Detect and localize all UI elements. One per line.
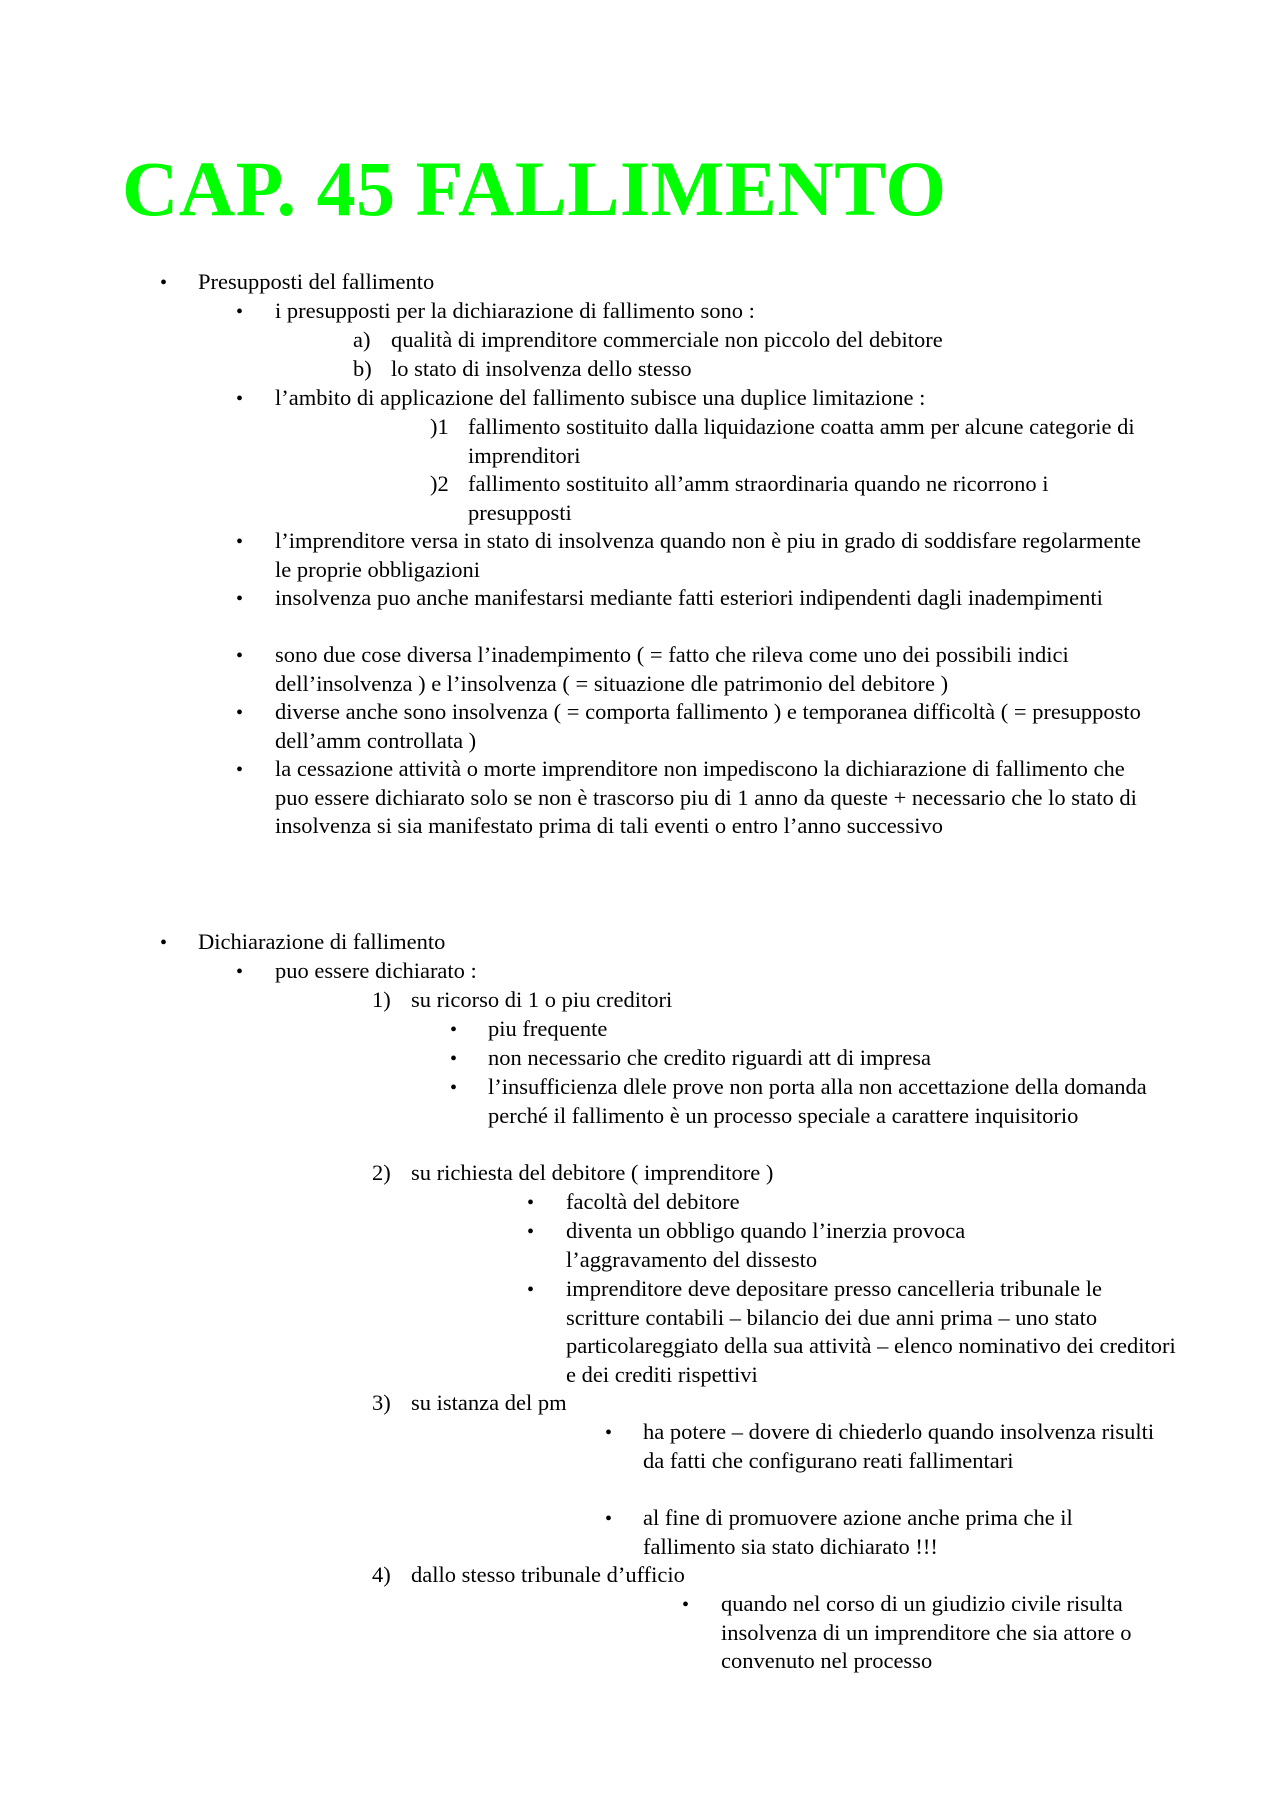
list-item: fallimento sostituito all’amm straordinaria quando ne ricorrono i presupposti	[468, 471, 1049, 525]
bullet-icon: •	[450, 1019, 458, 1041]
bullet-icon: •	[527, 1221, 535, 1243]
list-item: su istanza del pm	[411, 1390, 567, 1415]
list-item: insolvenza puo anche manifestarsi mediante fatti esteriori indipendenti dagli inadempimenti	[275, 585, 1103, 610]
list-item: l’ambito di applicazione del fallimento subisce una duplice limitazione :	[275, 385, 926, 410]
list-item: diverse anche sono insolvenza ( = comporta fallimento ) e temporanea difficoltà ( = presupposto dell’amm controllata )	[275, 699, 1141, 753]
list-item: ha potere – dovere di chiederlo quando insolvenza risulti da fatti che configurano reati fallimentari	[643, 1419, 1155, 1473]
list-item: quando nel corso di un giudizio civile risulta insolvenza di un imprenditore che sia attore o convenuto nel processo	[721, 1591, 1132, 1673]
list-item: non necessario che credito riguardi att di impresa	[488, 1045, 931, 1070]
list-item: l’imprenditore versa in stato di insolvenza quando non è piu in grado di soddisfare regolarmente le proprie obbligazioni	[275, 528, 1142, 582]
list-item: l’insufficienza dlele prove non porta alla non accettazione della domanda perché il fallimento è un processo speciale a carattere inquisitorio	[488, 1074, 1147, 1128]
bullet-icon: •	[236, 961, 244, 983]
list-marker: )1	[430, 414, 449, 439]
list-marker: a)	[353, 327, 371, 352]
list-marker: 2)	[372, 1160, 391, 1185]
list-marker: 4)	[372, 1562, 391, 1587]
bullet-icon: •	[236, 588, 244, 610]
bullet-icon: •	[527, 1192, 535, 1214]
list-item: al fine di promuovere azione anche prima che il fallimento sia stato dichiarato !!!	[643, 1505, 1073, 1559]
list-item: su richiesta del debitore ( imprenditore )	[411, 1160, 774, 1185]
bullet-icon: •	[527, 1279, 535, 1301]
bullet-icon: •	[605, 1422, 613, 1444]
bullet-icon: •	[682, 1594, 690, 1616]
bullet-icon: •	[236, 702, 244, 724]
page-title: CAP. 45 FALLIMENTO	[122, 145, 947, 232]
bullet-icon: •	[160, 932, 168, 954]
list-marker: )2	[430, 471, 449, 496]
list-item: piu frequente	[488, 1016, 608, 1041]
bullet-icon: •	[236, 759, 244, 781]
list-item: sono due cose diversa l’inadempimento ( = fatto che rileva come uno dei possibili indici dell’insolvenza ) e l’insolvenza ( = situazione dle patrimonio del debitore )	[275, 642, 1069, 696]
bullet-icon: •	[236, 301, 244, 323]
bullet-icon: •	[450, 1048, 458, 1070]
list-marker: 1)	[372, 987, 391, 1012]
list-marker: 3)	[372, 1390, 391, 1415]
list-marker: b)	[353, 356, 372, 381]
section-heading: Presupposti del fallimento	[198, 269, 435, 294]
list-item: la cessazione attività o morte imprenditore non impediscono la dichiarazione di fallimento che puo essere dichiarato solo se non è trascorso piu di 1 anno da queste + necessario che lo stato di insolvenza si sia manifestato prima di tali eventi o entro l’anno successivo	[275, 756, 1137, 838]
section-heading: Dichiarazione di fallimento	[198, 929, 446, 954]
list-item: diventa un obbligo quando l’inerzia provoca l’aggravamento del dissesto	[566, 1218, 966, 1272]
bullet-icon: •	[160, 272, 168, 294]
bullet-icon: •	[236, 645, 244, 667]
list-item: puo essere dichiarato :	[275, 958, 477, 983]
bullet-icon: •	[236, 531, 244, 553]
bullet-icon: •	[450, 1077, 458, 1099]
bullet-icon: •	[236, 388, 244, 410]
list-item: qualità di imprenditore commerciale non piccolo del debitore	[391, 327, 943, 352]
list-item: imprenditore deve depositare presso cancelleria tribunale le scritture contabili – bilancio dei due anni prima – uno stato particolareggiato della sua attività – elenco nominativo dei creditori e dei crediti rispettivi	[566, 1276, 1176, 1387]
list-item: fallimento sostituito dalla liquidazione coatta amm per alcune categorie di imprenditori	[468, 414, 1135, 468]
list-item: facoltà del debitore	[566, 1189, 740, 1214]
list-item: lo stato di insolvenza dello stesso	[391, 356, 692, 381]
list-item: i presupposti per la dichiarazione di fallimento sono :	[275, 298, 755, 323]
list-item: dallo stesso tribunale d’ufficio	[411, 1562, 685, 1587]
list-item: su ricorso di 1 o piu creditori	[411, 987, 673, 1012]
bullet-icon: •	[605, 1508, 613, 1530]
